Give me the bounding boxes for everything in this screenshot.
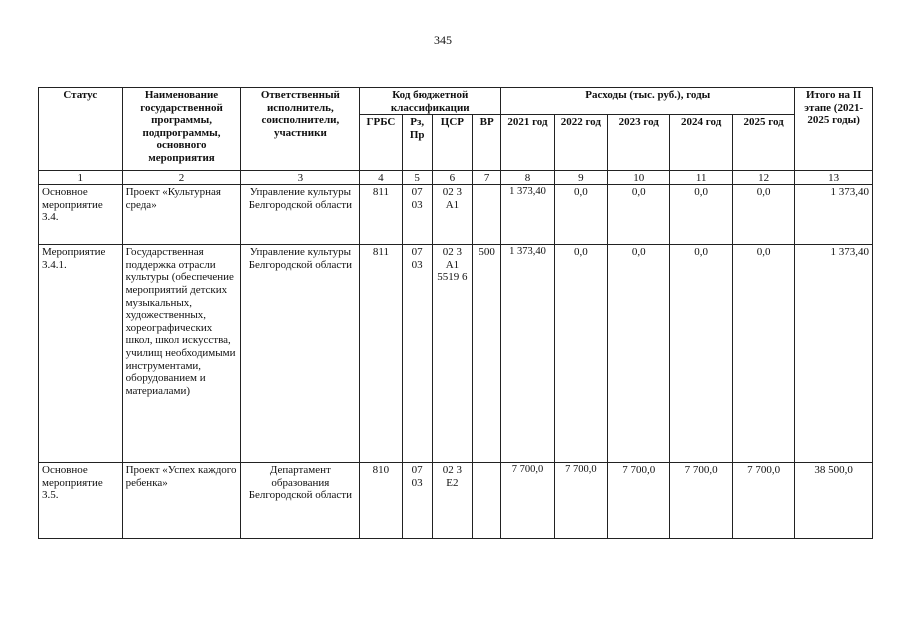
page-number: 345 xyxy=(434,33,452,47)
column-number: 12 xyxy=(732,171,794,185)
header-csr: ЦСР xyxy=(432,115,472,171)
column-number: 10 xyxy=(608,171,670,185)
row-total: 1 373,40 xyxy=(795,185,873,245)
column-number: 1 xyxy=(39,171,123,185)
row-2024: 7 700,0 xyxy=(670,463,732,539)
column-number: 8 xyxy=(501,171,554,185)
row-2022: 0,0 xyxy=(554,185,607,245)
row-grbs: 811 xyxy=(360,185,402,245)
row-csr: 02 3 A1 xyxy=(432,185,472,245)
row-grbs: 810 xyxy=(360,463,402,539)
row-vr xyxy=(473,463,501,539)
column-number: 7 xyxy=(473,171,501,185)
row-rz-pr: 07 03 xyxy=(402,463,432,539)
row-2023: 7 700,0 xyxy=(608,463,670,539)
header-2024: 2024 год xyxy=(670,115,732,171)
row-status: Основное мероприятие 3.5. xyxy=(39,463,123,539)
table-row xyxy=(39,463,873,539)
column-number-row xyxy=(39,171,873,185)
column-number: 2 xyxy=(122,171,241,185)
row-executor: Управление культуры Белгородской области xyxy=(241,185,360,245)
table-row xyxy=(39,245,873,463)
header-executor: Ответственный исполнитель, соисполнители, участники xyxy=(241,88,360,171)
row-csr: 02 3 A1 5519 6 xyxy=(432,245,472,463)
header-expenses: Расходы (тыс. руб.), годы xyxy=(501,88,795,115)
row-2021: 7 700,0 xyxy=(501,463,554,539)
row-2022: 7 700,0 xyxy=(554,463,607,539)
header-total: Итого на II этапе (2021-2025 годы) xyxy=(795,88,873,171)
row-name: Государственная поддержка отрасли культуры (обеспечение мероприятий детских музыкальных, художественных, хореографических школ, школ искусства, училищ необходимыми инструментами, оборудованием и материалами) xyxy=(122,245,241,463)
row-2025: 0,0 xyxy=(732,245,794,463)
row-status: Основное мероприятие 3.4. xyxy=(39,185,123,245)
row-name: Проект «Успех каждого ребенка» xyxy=(122,463,241,539)
row-total: 38 500,0 xyxy=(795,463,873,539)
row-2025: 0,0 xyxy=(732,185,794,245)
header-rz-pr: Рз, Пр xyxy=(402,115,432,171)
row-csr: 02 3 E2 xyxy=(432,463,472,539)
header-2023: 2023 год xyxy=(608,115,670,171)
row-name: Проект «Культурная среда» xyxy=(122,185,241,245)
row-rz-pr: 07 03 xyxy=(402,185,432,245)
column-number: 6 xyxy=(432,171,472,185)
column-number: 9 xyxy=(554,171,607,185)
header-grbs: ГРБС xyxy=(360,115,402,171)
header-budget-code: Код бюджетной классификации xyxy=(360,88,501,115)
header-vr: ВР xyxy=(473,115,501,171)
row-vr xyxy=(473,185,501,245)
header-2025: 2025 год xyxy=(732,115,794,171)
column-number: 4 xyxy=(360,171,402,185)
column-number: 3 xyxy=(241,171,360,185)
header-2021: 2021 год xyxy=(501,115,554,171)
table-row xyxy=(39,185,873,245)
column-number: 11 xyxy=(670,171,732,185)
budget-table xyxy=(38,87,873,539)
row-rz-pr: 07 03 xyxy=(402,245,432,463)
row-status: Мероприятие 3.4.1. xyxy=(39,245,123,463)
row-2022: 0,0 xyxy=(554,245,607,463)
column-number: 13 xyxy=(795,171,873,185)
row-2021: 1 373,40 xyxy=(501,185,554,245)
row-2023: 0,0 xyxy=(608,245,670,463)
row-2023: 0,0 xyxy=(608,185,670,245)
row-grbs: 811 xyxy=(360,245,402,463)
header-2022: 2022 год xyxy=(554,115,607,171)
header-status: Статус xyxy=(39,88,123,171)
row-2025: 7 700,0 xyxy=(732,463,794,539)
header-name: Наименование государственной программы, подпрограммы, основного мероприятия xyxy=(122,88,241,171)
row-total: 1 373,40 xyxy=(795,245,873,463)
row-2021: 1 373,40 xyxy=(501,245,554,463)
row-vr: 500 xyxy=(473,245,501,463)
row-2024: 0,0 xyxy=(670,185,732,245)
row-executor: Департамент образования Белгородской области xyxy=(241,463,360,539)
row-2024: 0,0 xyxy=(670,245,732,463)
row-executor: Управление культуры Белгородской области xyxy=(241,245,360,463)
column-number: 5 xyxy=(402,171,432,185)
